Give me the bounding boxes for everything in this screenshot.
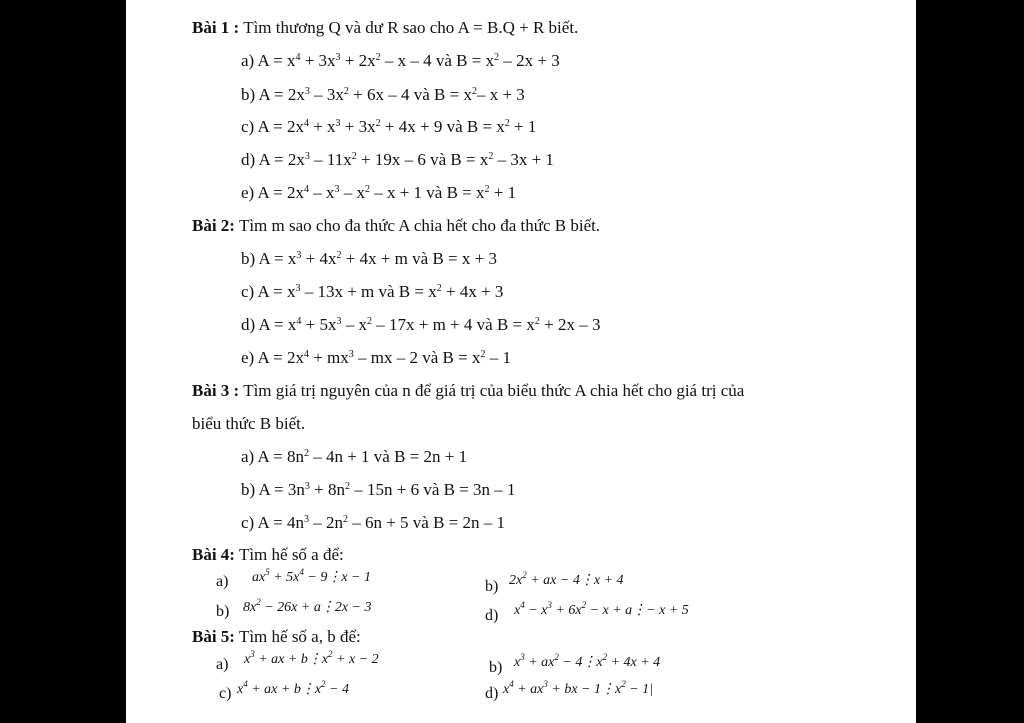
exercise-3-heading bbox=[192, 381, 744, 401]
exercise-5c-formula: $x^4$ + ax + $b⋮x^2 - 4$ bbox=[237, 679, 349, 697]
exercise-2-text: Tìm m sao cho đa thức A chia hết cho đa thức B biết. bbox=[238, 216, 601, 235]
exercise-5b: b) bbox=[489, 659, 503, 676]
exercise-1e: e) $A = 2x^4 - x^3 - x^2 - x + 1$ và $B = x^2 + 1$ bbox=[241, 183, 517, 202]
exercise-4b: b) bbox=[485, 578, 499, 595]
exercise-1-heading bbox=[192, 18, 578, 38]
exercise-4-title: Bài 4: bbox=[192, 545, 235, 564]
exercise-5b-formula: $x^3 + ax^2$ − $4⋮x^2 + 4x + 4$ bbox=[514, 652, 661, 670]
exercise-4b2: b) bbox=[216, 603, 230, 620]
exercise-4-text: Tìm hế số a để: bbox=[238, 545, 344, 564]
exercise-2-title: Bài 2: bbox=[192, 216, 235, 235]
exercise-1d: d) $A = 2x^3 - 11x^2 + 19x - 6$ và $B = x^2 - 3x + 1$ bbox=[241, 150, 554, 169]
exercise-1c: c) $A = 2x^4 + x^3 + 3x^2 + 4x + 9$ và $B = x^2 + 1$ bbox=[241, 117, 537, 136]
exercise-2e: e) $A = 2x^4 + mx^3$ – mx – 2 và $B = x^2 - 1$ bbox=[241, 348, 511, 367]
exercise-4b-formula: $2x^2$ + ax − 4⋮x + 4 bbox=[509, 570, 624, 588]
exercise-2b: b) $A = x^3 + 4x^2 + 4x + m$ và B = x + 3 bbox=[241, 249, 497, 268]
exercise-3a: a) $A = 8n^2 - 4n + 1$ và B = 2n + 1 bbox=[241, 447, 468, 466]
exercise-1-title: Bài 1 : bbox=[192, 18, 240, 37]
exercise-5-title: Bài 5: bbox=[192, 627, 235, 646]
exercise-2d: d) $A = x^4 + 5x^3 - x^2 - 17x + m + 4$ và $B = x^2 + 2x - 3$ bbox=[241, 315, 601, 334]
exercise-3-text-continued: biểu thức B biết. bbox=[192, 414, 306, 433]
exercise-2c: c) $A = x^3 - 13x + m$ và $B = x^2 + 4x + 3$ bbox=[241, 282, 504, 301]
exercise-1a: a) $A = x^4 + 3x^3 + 2x^2 - x - 4$ và $B = x^2 - 2x + 3$ bbox=[241, 51, 560, 70]
exercise-5a-formula: $x^3$ + ax + $b⋮x^2 + x - 2$ bbox=[244, 649, 379, 667]
exercise-4a: a) bbox=[216, 573, 229, 590]
exercise-3-text: Tìm giá trị nguyên của n để giá trị của biểu thức A chia hết cho giá trị của bbox=[243, 381, 745, 400]
exercise-4d: d) bbox=[485, 607, 499, 624]
exercise-5-heading bbox=[192, 627, 361, 647]
exercise-4a-formula: $ax^5 + 5x^4$ − 9⋮x − 1 bbox=[252, 567, 371, 585]
exercise-4b2-formula: $8x^2 - 26x$ + a⋮2x − 3 bbox=[243, 597, 372, 615]
exercise-3-title: Bài 3 : bbox=[192, 381, 240, 400]
exercise-5d-formula: $x^4 + ax^3$ + bx − $1⋮x^2 - 1|$ bbox=[503, 679, 654, 697]
document-page bbox=[126, 0, 916, 723]
exercise-4d-formula: $x^4 - x^3 + 6x^2 - x$ + a⋮− x + 5 bbox=[514, 600, 689, 618]
exercise-3b: b) $A = 3n^3 + 8n^2 - 15n + 6$ và B = 3n – 1 bbox=[241, 480, 516, 499]
exercise-2-heading bbox=[192, 216, 600, 236]
exercise-5d: d) bbox=[485, 685, 499, 702]
exercise-3c: c) $A = 4n^3 - 2n^2 - 6n + 5$ và B = 2n – 1 bbox=[241, 513, 506, 532]
exercise-5c: c) bbox=[219, 685, 232, 702]
exercise-5a: a) bbox=[216, 656, 229, 673]
exercise-5-text: Tìm hế số a, b để: bbox=[238, 627, 361, 646]
exercise-1b: b) $A = 2x^3 - 3x^2 + 6x - 4$ và $B = x^2-$ x + 3 bbox=[241, 85, 525, 104]
exercise-4-heading bbox=[192, 545, 344, 565]
exercise-1-text: Tìm thương Q và dư R sao cho A = B.Q + R biết. bbox=[243, 18, 579, 37]
